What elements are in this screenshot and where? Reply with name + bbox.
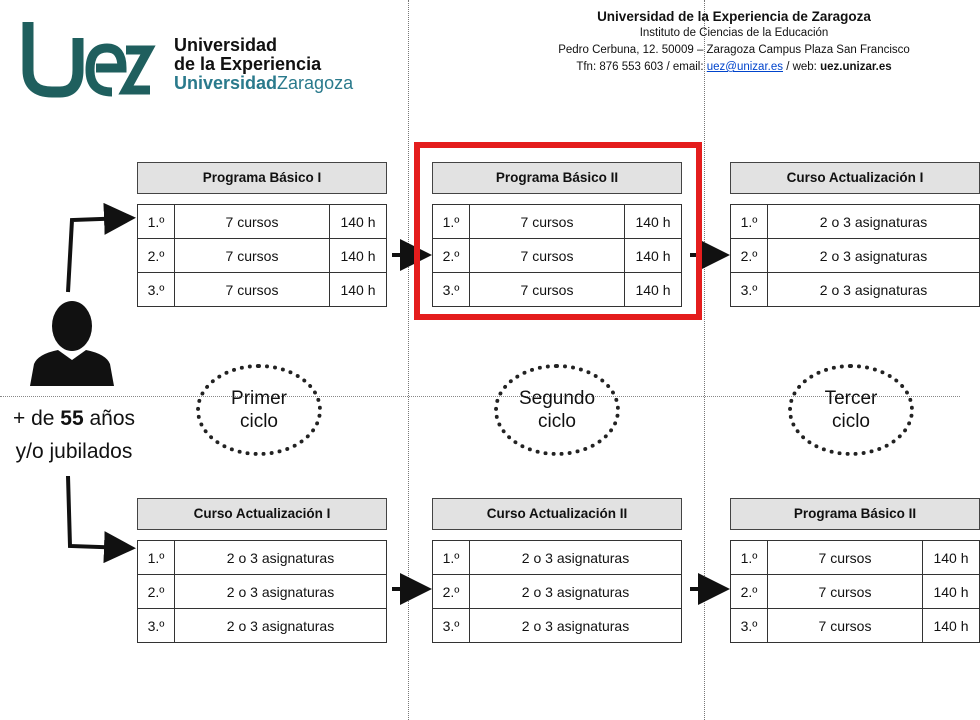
year-cell: 1.º [731,541,768,575]
email-link[interactable]: uez@unizar.es [706,61,783,73]
courses-cell: 7 cursos [470,273,625,307]
bottom-curso-actualizacion-1 [137,498,387,643]
year-cell: 2.º [433,239,470,273]
table-row [433,575,682,609]
hours-cell: 140 h [923,609,980,643]
table-row [138,239,387,273]
hours-cell: 140 h [330,273,387,307]
year-cell: 2.º [731,239,768,273]
logo-line-2: de la Experiencia [174,54,322,74]
year-cell: 2.º [731,575,768,609]
logo-line-3b: Zaragoza [277,73,354,93]
cycle-second [494,364,620,456]
courses-cell: 7 cursos [768,541,923,575]
cycle-second-line1: Segundo [518,388,596,409]
subjects-cell: 2 o 3 asignaturas [470,541,682,575]
audience-line-2: y/o jubilados [15,440,133,463]
year-cell: 1.º [138,205,175,239]
cycle-second-line2: ciclo [537,411,576,432]
block-table [137,540,387,643]
table-row [433,609,682,643]
courses-cell: 7 cursos [175,273,330,307]
table-row [138,609,387,643]
table-row [731,575,980,609]
header-title: Universidad de la Experiencia de Zaragoza [597,9,871,24]
table-row [138,541,387,575]
block-table [730,204,980,307]
audience-line-1 [0,402,148,435]
block-title: Programa Básico II [730,498,980,530]
header-address: Pedro Cerbuna, 12. 50009 – Zaragoza Campus Plaza San Francisco [558,44,910,56]
year-cell: 1.º [138,541,175,575]
hours-cell: 140 h [330,205,387,239]
cycle-third [788,364,914,456]
subjects-cell: 2 o 3 asignaturas [175,541,387,575]
table-row [731,609,980,643]
year-cell: 1.º [433,205,470,239]
year-cell: 1.º [433,541,470,575]
courses-cell: 7 cursos [175,205,330,239]
web-link[interactable]: uez.unizar.es [820,61,892,73]
courses-cell: 7 cursos [175,239,330,273]
block-title: Programa Básico I [137,162,387,194]
table-row [138,205,387,239]
year-cell: 3.º [731,273,768,307]
table-row [138,273,387,307]
block-table [137,204,387,307]
audience-age: 55 [60,407,84,430]
year-cell: 3.º [138,609,175,643]
top-curso-actualizacion-1 [730,162,980,307]
cycle-first-line1: Primer [231,388,287,409]
year-cell: 3.º [138,273,175,307]
subjects-cell: 2 o 3 asignaturas [175,609,387,643]
cycle-first-line2: ciclo [239,411,278,432]
table-row [731,273,980,307]
subjects-cell: 2 o 3 asignaturas [470,609,682,643]
table-row [433,541,682,575]
courses-cell: 7 cursos [768,609,923,643]
header-institute: Instituto de Ciencias de la Educación [639,27,829,39]
block-title: Curso Actualización I [137,498,387,530]
year-cell: 2.º [138,575,175,609]
block-table [432,540,682,643]
logo-line-3a: Universidad [174,73,278,93]
year-cell: 2.º [433,575,470,609]
bottom-programa-basico-2 [730,498,980,643]
table-row [731,541,980,575]
table-row [138,575,387,609]
contact-prefix: Tfn: 876 553 603 / email: [576,61,707,73]
audience-suffix: años [83,407,136,430]
hours-cell: 140 h [330,239,387,273]
courses-cell: 7 cursos [470,205,625,239]
block-table [730,540,980,643]
cycle-third-line2: ciclo [831,411,870,432]
hours-cell: 140 h [625,205,682,239]
subjects-cell: 2 o 3 asignaturas [768,205,980,239]
cycle-third-line1: Tercer [824,388,878,409]
block-title: Programa Básico II [432,162,682,194]
highlight-frame [414,142,702,320]
bottom-curso-actualizacion-2 [432,498,682,643]
hours-cell: 140 h [625,273,682,307]
subjects-cell: 2 o 3 asignaturas [470,575,682,609]
subjects-cell: 2 o 3 asignaturas [175,575,387,609]
courses-cell: 7 cursos [768,575,923,609]
table-row [731,239,980,273]
table-row [731,205,980,239]
web-prefix: / web: [783,61,821,73]
subjects-cell: 2 o 3 asignaturas [768,273,980,307]
year-cell: 1.º [731,205,768,239]
logo-line-1: Universidad [174,35,278,55]
person-icon [24,300,120,386]
hours-cell: 140 h [625,239,682,273]
block-title: Curso Actualización II [432,498,682,530]
year-cell: 3.º [433,273,470,307]
top-programa-basico-1 [137,162,387,307]
audience-prefix: + de [12,407,61,430]
block-title: Curso Actualización I [730,162,980,194]
cycle-first [196,364,322,456]
subjects-cell: 2 o 3 asignaturas [768,239,980,273]
hours-cell: 140 h [923,541,980,575]
year-cell: 2.º [138,239,175,273]
courses-cell: 7 cursos [470,239,625,273]
year-cell: 3.º [731,609,768,643]
hours-cell: 140 h [923,575,980,609]
audience-label [0,402,148,468]
year-cell: 3.º [433,609,470,643]
